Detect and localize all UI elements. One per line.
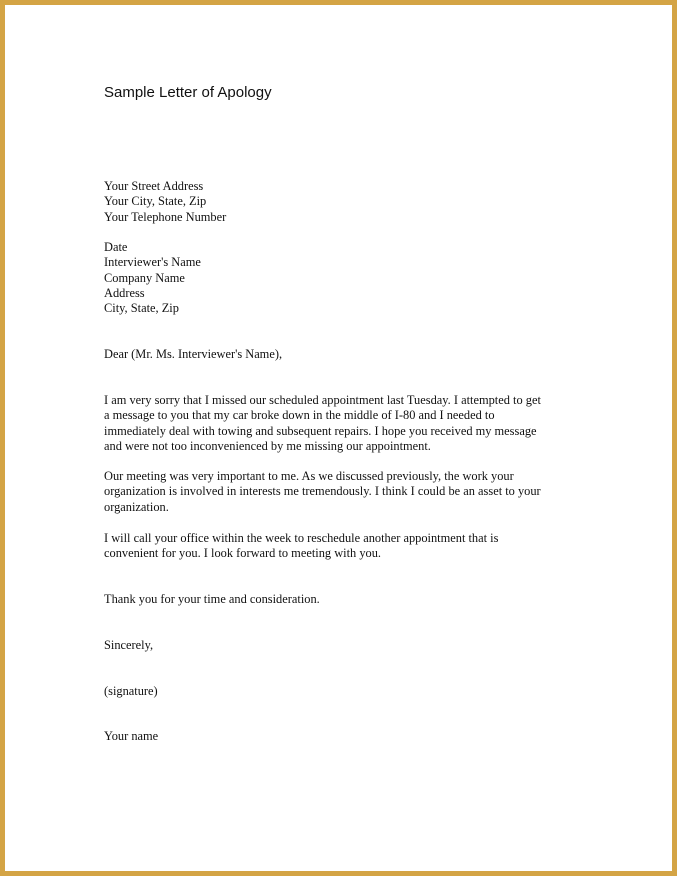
- paragraph-line: I am very sorry that I missed our scheduled appointment last Tuesday. I attempted to get: [104, 393, 541, 407]
- letter-title: Sample Letter of Apology: [104, 84, 272, 101]
- signer-name: Your name: [104, 729, 159, 743]
- thanks-line: Thank you for your time and consideration.: [104, 592, 320, 606]
- paragraph-line: Our meeting was very important to me. As we discussed previously, the work your: [104, 469, 514, 483]
- paragraph-line: organization is involved in interests me tremendously. I think I could be an asset to your: [104, 484, 541, 499]
- paragraph-line: and were not too inconvenienced by me missing our appointment.: [104, 438, 431, 453]
- body-paragraph-3: [104, 531, 584, 562]
- date-line: Date: [104, 240, 128, 254]
- sender-address-block: [104, 179, 584, 225]
- interviewer-name-line: Interviewer's Name: [104, 255, 201, 270]
- recipient-city-line: City, State, Zip: [104, 301, 179, 316]
- salutation: Dear (Mr. Ms. Interviewer's Name),: [104, 347, 283, 361]
- paragraph-line: a message to you that my car broke down in the middle of I-80 and I needed to: [104, 408, 495, 423]
- paragraph-line: immediately deal with towing and subsequent repairs. I hope you received my message: [104, 423, 537, 438]
- paragraph-line: I will call your office within the week to reschedule another appointment that is: [104, 531, 499, 545]
- signature-placeholder: (signature): [104, 684, 158, 698]
- recipient-address-block: [104, 240, 584, 316]
- sender-phone-line: Your Telephone Number: [104, 209, 227, 224]
- company-name-line: Company Name: [104, 270, 185, 285]
- paragraph-line: organization.: [104, 499, 169, 514]
- paragraph-line: convenient for you. I look forward to meeting with you.: [104, 546, 382, 561]
- recipient-address-line: Address: [104, 285, 145, 300]
- body-paragraph-1: [104, 393, 584, 454]
- body-paragraph-2: [104, 469, 584, 515]
- closing: Sincerely,: [104, 638, 154, 652]
- sender-city-line: Your City, State, Zip: [104, 194, 207, 209]
- sender-street-line: Your Street Address: [104, 179, 204, 193]
